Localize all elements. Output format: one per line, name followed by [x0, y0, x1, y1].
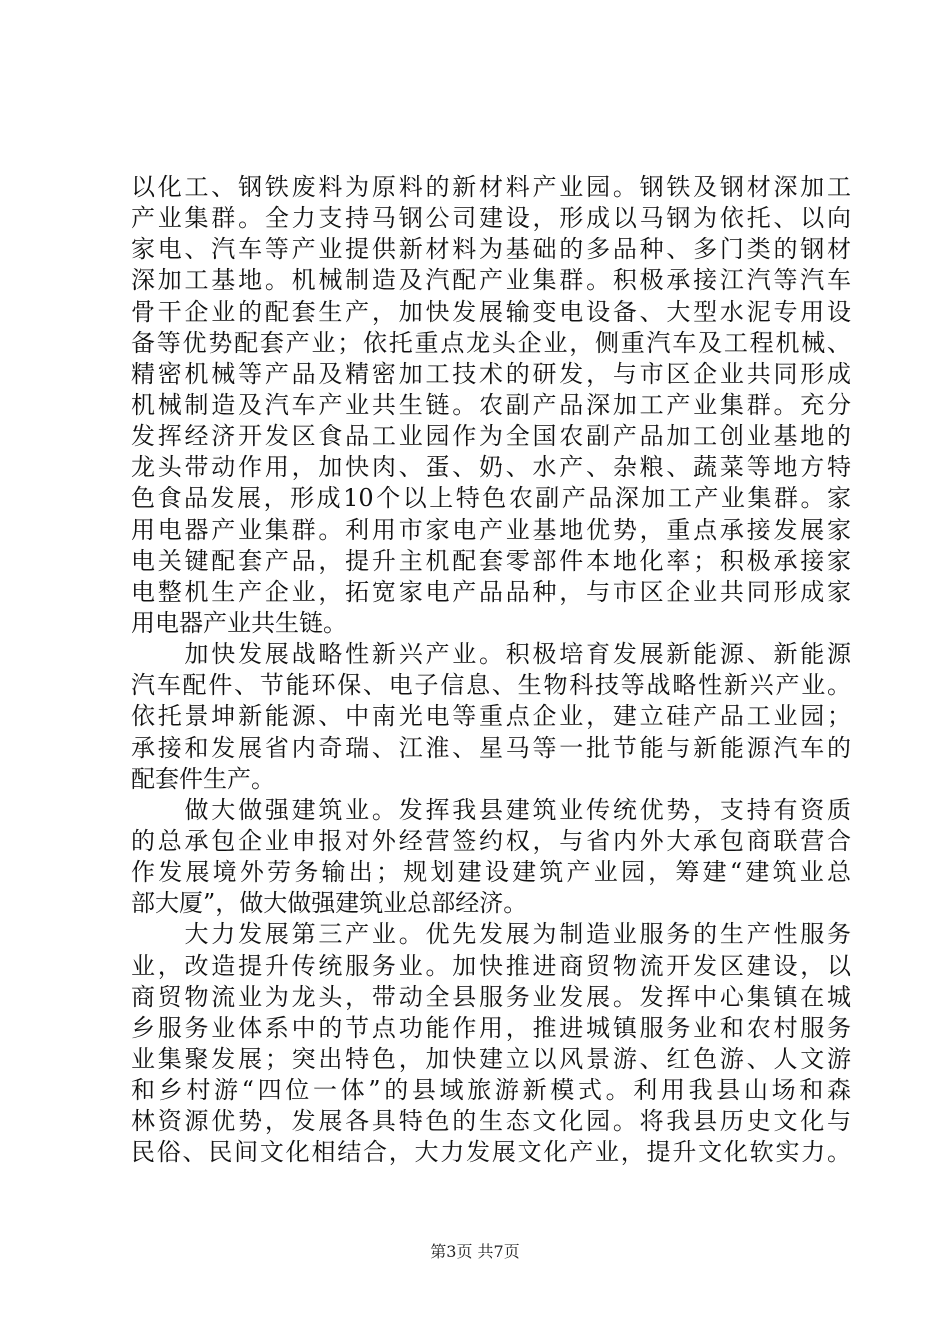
text-line: 发挥经济开发区食品工业园作为全国农副产品加工创业基地的	[131, 422, 851, 451]
text-line: 和乡村游“四位一体”的县域旅游新模式。利用我县山场和森	[131, 1076, 851, 1105]
text-line: 机械制造及汽车产业共生链。农副产品深加工产业集群。充分	[131, 390, 851, 419]
text-line: 电关键配套产品，提升主机配套零部件本地化率；积极承接家	[131, 546, 851, 575]
text-line: 依托景坤新能源、中南光电等重点企业，建立硅产品工业园；	[131, 702, 851, 731]
text-line: 林资源优势，发展各具特色的生态文化园。将我县历史文化与	[131, 1107, 851, 1136]
text-line: 用电器产业集群。利用市家电产业基地优势，重点承接发展家	[131, 515, 851, 544]
text-line: 色食品发展，形成10个以上特色农副产品深加工产业集群。家	[131, 484, 851, 513]
text-line: 配套件生产。	[131, 764, 275, 793]
text-line: 用电器产业共生链。	[131, 608, 347, 637]
text-line: 家电、汽车等产业提供新材料为基础的多品种、多门类的钢材	[131, 235, 851, 264]
text-line: 加快发展战略性新兴产业。积极培育发展新能源、新能源	[131, 640, 851, 669]
document-body	[131, 172, 851, 1169]
text-line: 以化工、钢铁废料为原料的新材料产业园。钢铁及钢材深加工	[131, 173, 851, 201]
text-line: 业，改造提升传统服务业。加快推进商贸物流开发区建设，以	[131, 951, 851, 980]
text-line: 深加工基地。机械制造及汽配产业集群。积极承接江汽等汽车	[131, 266, 851, 295]
text-line: 骨干企业的配套生产，加快发展输变电设备、大型水泥专用设	[131, 297, 851, 326]
text-line: 汽车配件、节能环保、电子信息、生物科技等战略性新兴产业。	[131, 671, 851, 700]
text-line: 精密机械等产品及精密加工技术的研发，与市区企业共同形成	[131, 359, 851, 388]
text-line: 部大厦”，做大做强建筑业总部经济。	[131, 889, 528, 918]
text-line: 乡服务业体系中的节点功能作用，推进城镇服务业和农村服务	[131, 1013, 851, 1042]
text-line: 产业集群。全力支持马钢公司建设，形成以马钢为依托、以向	[131, 204, 851, 233]
text-line: 电整机生产企业，拓宽家电产品品种，与市区企业共同形成家	[131, 577, 851, 606]
text-line: 业集聚发展；突出特色，加快建立以风景游、红色游、人文游	[131, 1044, 851, 1073]
text-line: 龙头带动作用，加快肉、蛋、奶、水产、杂粮、蔬菜等地方特	[131, 453, 851, 482]
text-line: 承接和发展省内奇瑞、江淮、星马等一批节能与新能源汽车的	[131, 733, 851, 762]
text-line: 做大做强建筑业。发挥我县建筑业传统优势，支持有资质	[131, 795, 851, 824]
text-line: 民俗、民间文化相结合，大力发展文化产业，提升文化软实力。	[131, 1138, 851, 1167]
text-line: 商贸物流业为龙头，带动全县服务业发展。发挥中心集镇在城	[131, 982, 851, 1011]
text-line: 的总承包企业申报对外经营签约权，与省内外大承包商联营合	[131, 826, 851, 855]
page-footer: 第3页 共7页	[430, 1242, 520, 1261]
text-line: 作发展境外劳务输出；规划建设建筑产业园，筹建“建筑业总	[131, 858, 851, 887]
text-line: 大力发展第三产业。优先发展为制造业服务的生产性服务	[131, 920, 851, 949]
text-line: 备等优势配套产业；依托重点龙头企业，侧重汽车及工程机械、	[131, 328, 851, 357]
